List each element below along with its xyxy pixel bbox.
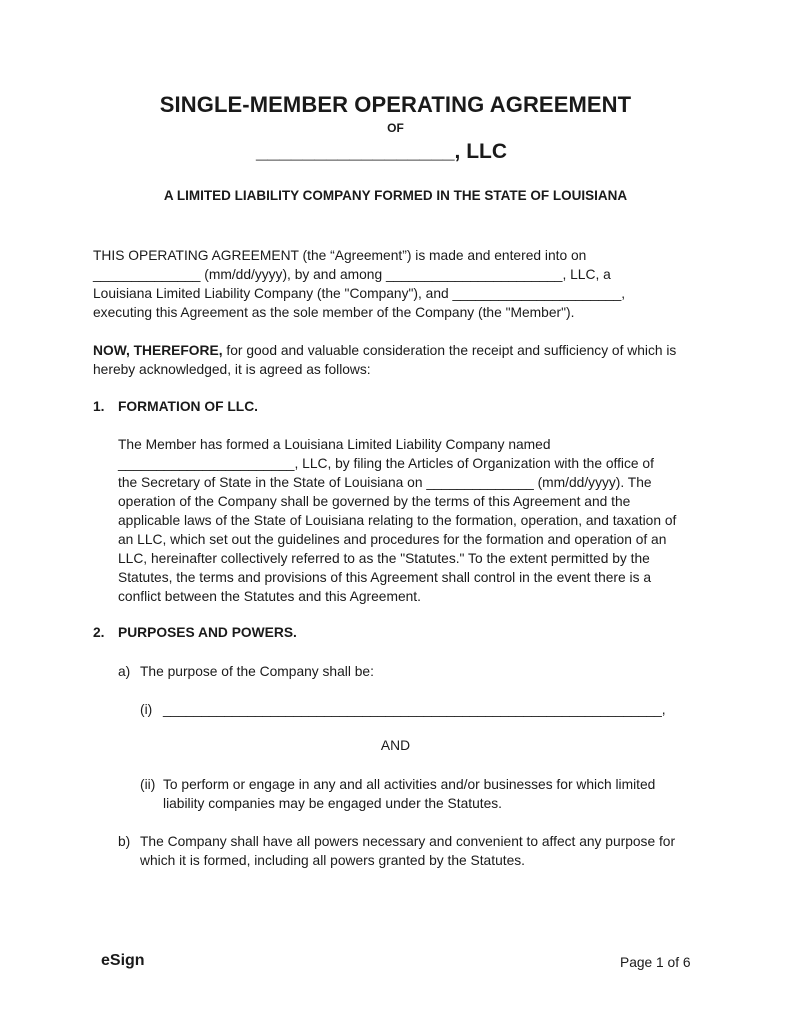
- intro-line: Louisiana Limited Liability Company (the "Company"), and ______________________,: [93, 286, 626, 301]
- subitem-text: liability companies may be engaged under the Statutes.: [163, 796, 503, 811]
- section-line: applicable laws of the State of Louisiana relating to the formation, operation, and taxation of: [118, 513, 677, 528]
- subitem-label: (ii): [140, 777, 156, 792]
- section-heading: FORMATION OF LLC.: [118, 399, 258, 414]
- intro-line: THIS OPERATING AGREEMENT (the “Agreement”) is made and entered into on: [93, 248, 587, 263]
- section-line: conflict between the Statutes and this Agreement.: [118, 589, 421, 604]
- purpose-blank-line: _________________________________________________________________,: [163, 702, 666, 717]
- section-line: operation of the Company shall be governed by the terms of this Agreement and the: [118, 494, 631, 509]
- page-number: Page 1 of 6: [620, 955, 691, 970]
- subitem-text: To perform or engage in any and all activities and/or businesses for which limited: [163, 777, 656, 792]
- item-label: a): [118, 664, 131, 679]
- item-label: b): [118, 834, 131, 849]
- company-name-line: _________________, LLC: [256, 140, 508, 163]
- esign-logo: eSign: [101, 952, 145, 969]
- document-subtitle: A LIMITED LIABILITY COMPANY FORMED IN THE STATE OF LOUISIANA: [163, 188, 628, 203]
- subitem-label: (i): [140, 702, 153, 717]
- document-title: SINGLE-MEMBER OPERATING AGREEMENT: [159, 92, 632, 117]
- section-line: The Member has formed a Louisiana Limited Liability Company named: [118, 437, 551, 452]
- section-number: 1.: [93, 399, 105, 414]
- now-therefore-line: hereby acknowledged, it is agreed as follows:: [93, 362, 371, 377]
- section-line: LLC, hereinafter collectively referred to as the "Statutes." To the extent permitted by the: [118, 551, 650, 566]
- now-therefore-text: for good and valuable consideration the receipt and sufficiency of which is: [222, 343, 677, 358]
- section-number: 2.: [93, 625, 105, 640]
- section-line: an LLC, which set out the guidelines and procedures for the formation and operation of an: [118, 532, 667, 547]
- section-line: the Secretary of State in the State of Louisiana on ______________ (mm/dd/yyyy). The: [118, 475, 652, 490]
- item-text: The purpose of the Company shall be:: [140, 664, 374, 679]
- and-separator: AND: [380, 738, 411, 753]
- item-text: The Company shall have all powers necessary and convenient to affect any purpose for: [140, 834, 676, 849]
- now-therefore-line: [93, 341, 676, 360]
- section-heading: PURPOSES AND POWERS.: [118, 625, 297, 640]
- now-therefore-bold: NOW, THEREFORE,: [93, 343, 223, 358]
- intro-line: executing this Agreement as the sole member of the Company (the "Member").: [93, 305, 575, 320]
- section-line: _______________________, LLC, by filing the Articles of Organization with the office of: [118, 456, 654, 471]
- title-of: OF: [387, 121, 404, 135]
- item-text: which it is formed, including all powers granted by the Statutes.: [140, 853, 525, 868]
- section-line: Statutes, the terms and provisions of this Agreement shall control in the event there is a: [118, 570, 651, 585]
- intro-line: ______________ (mm/dd/yyyy), by and among _______________________, LLC, a: [93, 267, 611, 282]
